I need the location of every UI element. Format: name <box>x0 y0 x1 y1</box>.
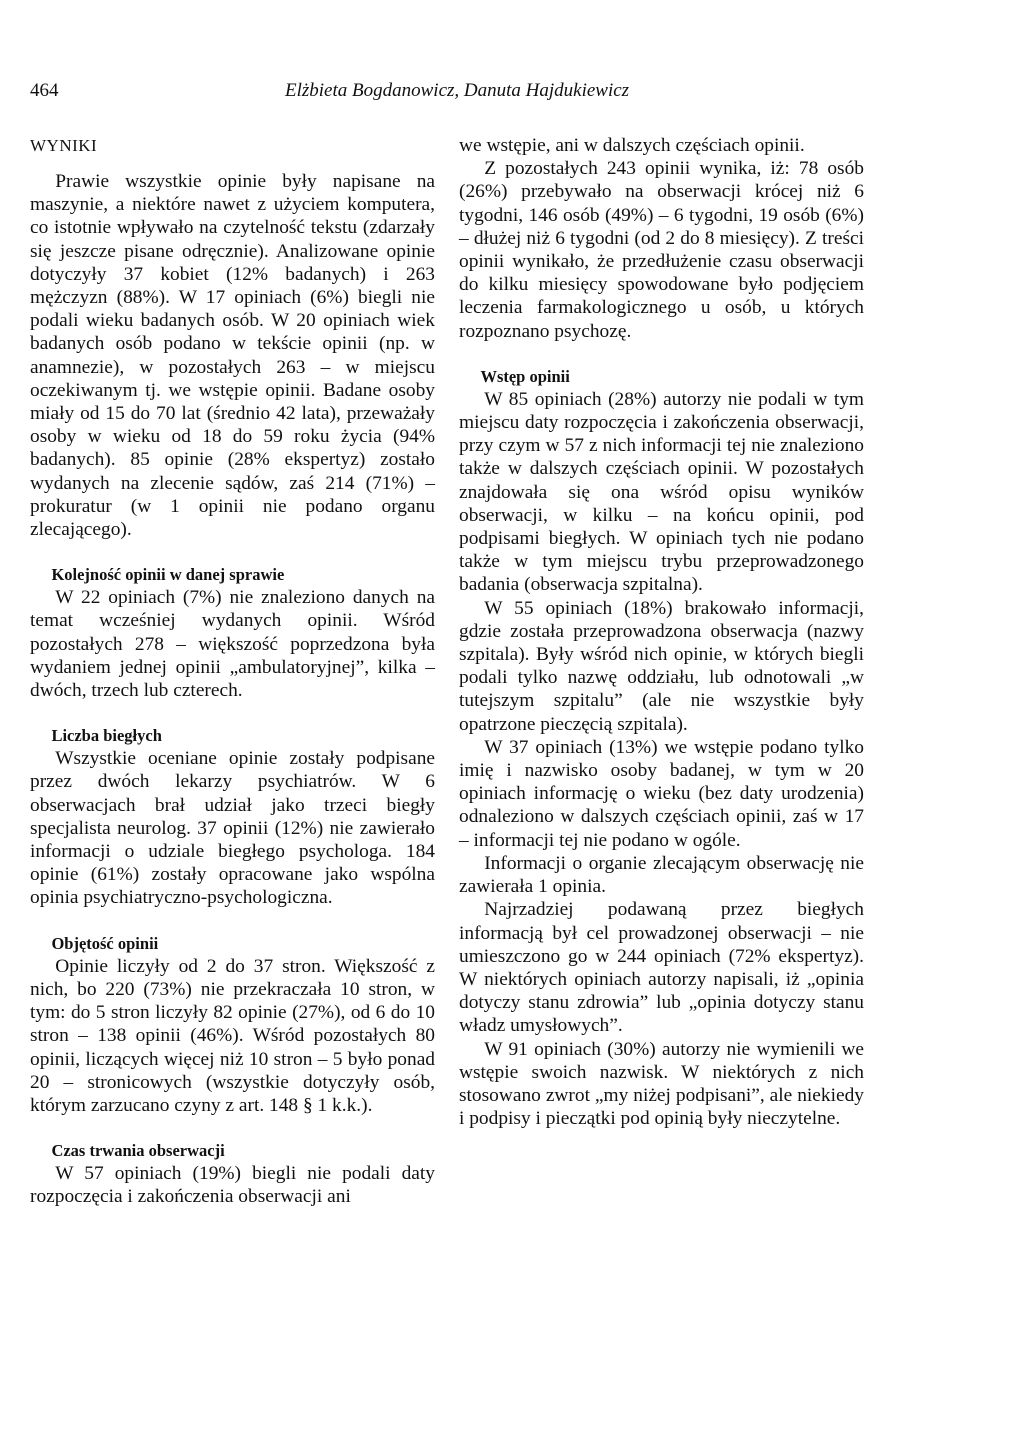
page-number: 464 <box>30 80 59 101</box>
left-column <box>30 134 435 1209</box>
order-paragraph: W 22 opiniach (7%) nie znaleziono danych na temat wcześniej wydanych opinii. Wśród pozostałych 278 – większość poprzedzona była wydaniem jednej opinii „ambulatoryjnej”, kilka – dwóch, trzech lub czterech. <box>30 587 435 702</box>
spacer <box>30 702 435 724</box>
intro-paragraph-3: W 37 opiniach (13%) we wstępie podano tylko imię i nazwisko osoby badanej, w tym w 20 opiniach informację o wieku (bez daty urodzenia) odnaleziono w dalszych częściach opinii, zaś w 17 – informacji tej nie podano w ogóle. <box>459 736 864 851</box>
right-column <box>459 134 864 1130</box>
spacer <box>459 343 864 365</box>
results-paragraph: Prawie wszystkie opinie były napisane na maszynie, a niektóre nawet z użyciem komputera, co istotnie wpływało na czytelność tekstu (zdarzały się jeszcze pisane odręcznie). Analizowane opinie dotyczyły 37 kobiet (12% badanych) i 263 mężczyzn (88%). W 17 opiniach (6%) biegli nie podali wieku badanych osób. W 20 opiniach wiek badanych osób podano w tekście opinii (np. w anamnezie), w pozostałych 263 – w miejscu oczekiwanym tj. we wstępie opinii. Badane osoby miały od 15 do 70 lat (średnio 42 lata), przeważały osoby w wieku od 18 do 59 roku życia (94% badanych). 85 opinie (28% ekspertyz) zostało wydanych na zlecenie sądów, zaś 214 (71%) – prokuratur (w 1 opinii nie podano organu zlecającego). <box>30 171 435 541</box>
volume-heading: Objętość opinii <box>51 933 159 953</box>
experts-heading: Liczba biegłych <box>51 726 162 746</box>
spacer <box>30 910 435 932</box>
duration-paragraph-2: Z pozostałych 243 opinii wynika, iż: 78 osób (26%) przebywało na obserwacji krócej niż 6 tygodni, 146 osób (49%) – 6 tygodni, 19 osób (6%) – dłużej niż 6 tygodni (od 2 do 8 miesięcy). Z treści opinii wynikało, że przedłużenie czasu obserwacji do kilku miesięcy spowodowane było podjęciem leczenia farmakologicznego u osób, u których rozpoznano psychozę. <box>459 158 864 342</box>
running-head <box>30 80 994 110</box>
results-heading: WYNIKI <box>30 136 98 155</box>
intro-heading: Wstęp opinii <box>480 366 570 386</box>
intro-paragraph-6: W 91 opiniach (30%) autorzy nie wymienili we wstępie swoich nazwisk. W niektórych z nich stosowano zwrot „my niżej podpisani”, ale niekiedy i podpisy i pieczątki pod opinią były nieczytelne. <box>459 1038 864 1130</box>
spacer <box>30 157 435 170</box>
intro-paragraph-5: Najrzadziej podawaną przez biegłych informacją był cel prowadzonej obserwacji – nie umieszczono go w 244 opiniach (72% ekspertyz). W niektórych opiniach autorzy napisali, iż „opinia dotyczy stanu zdrowia” lub „opinia dotyczy stanu władz umysłowych”. <box>459 899 864 1037</box>
intro-paragraph-1: W 85 opiniach (28%) autorzy nie podali w tym miejscu daty rozpoczęcia i zakończenia obserwacji, przy czym w 57 z nich informacji tej nie znaleziono także w dalszych częściach opinii. W pozostałych znajdowała się ona wśród opisu wyników obserwacji, w kilku – na końcu opinii, pod podpisami biegłych. W opiniach tych nie podano także w tym miejscu trybu przeprowadzonego badania (obserwacja szpitalna). <box>459 388 864 596</box>
continuation-paragraph: we wstępie, ani w dalszych częściach opinii. <box>459 135 805 156</box>
intro-paragraph-2: W 55 opiniach (18%) brakowało informacji, gdzie została przeprowadzona obserwacja (nazwy szpitala). Były wśród nich opinie, w których biegli podali tylko nazwę oddziału, lub odnotowali „w tutejszym szpitalu” (ale nie wszystkie były opatrzone pieczęcią szpitala). <box>459 597 864 735</box>
order-heading: Kolejność opinii w danej sprawie <box>51 565 285 585</box>
spacer <box>30 541 435 563</box>
intro-paragraph-4: Informacji o organie zlecającym obserwację nie zawierała 1 opinia. <box>459 852 864 898</box>
spacer <box>30 1117 435 1139</box>
experts-paragraph: Wszystkie oceniane opinie zostały podpisane przez dwóch lekarzy psychiatrów. W 6 obserwacjach brał udział jako trzeci biegły specjalista neurolog. 37 opinii (12%) nie zawierało informacji o udziale biegłego psychologa. 184 opinie (61%) zostały opracowane jako wspólna opinia psychiatryczno-psychologiczna. <box>30 748 435 909</box>
running-head-authors: Elżbieta Bogdanowicz, Danuta Hajdukiewicz <box>285 80 630 101</box>
duration-paragraph: W 57 opiniach (19%) biegli nie podali daty rozpoczęcia i zakończenia obserwacji ani <box>30 1163 435 1208</box>
volume-paragraph: Opinie liczyły od 2 do 37 stron. Większość z nich, bo 220 (73%) nie przekraczała 10 stron, w tym: do 5 stron liczyły 82 opinie (27%), od 6 do 10 stron – 138 opinii (46%). Wśród pozostałych 80 opinii, liczących więcej niż 10 stron – 5 było ponad 20 – stronicowych (wszystkie dotyczyły osób, którym zarzucano czyny z art. 148 § 1 k.k.). <box>30 955 435 1116</box>
duration-heading: Czas trwania obserwacji <box>51 1141 225 1161</box>
